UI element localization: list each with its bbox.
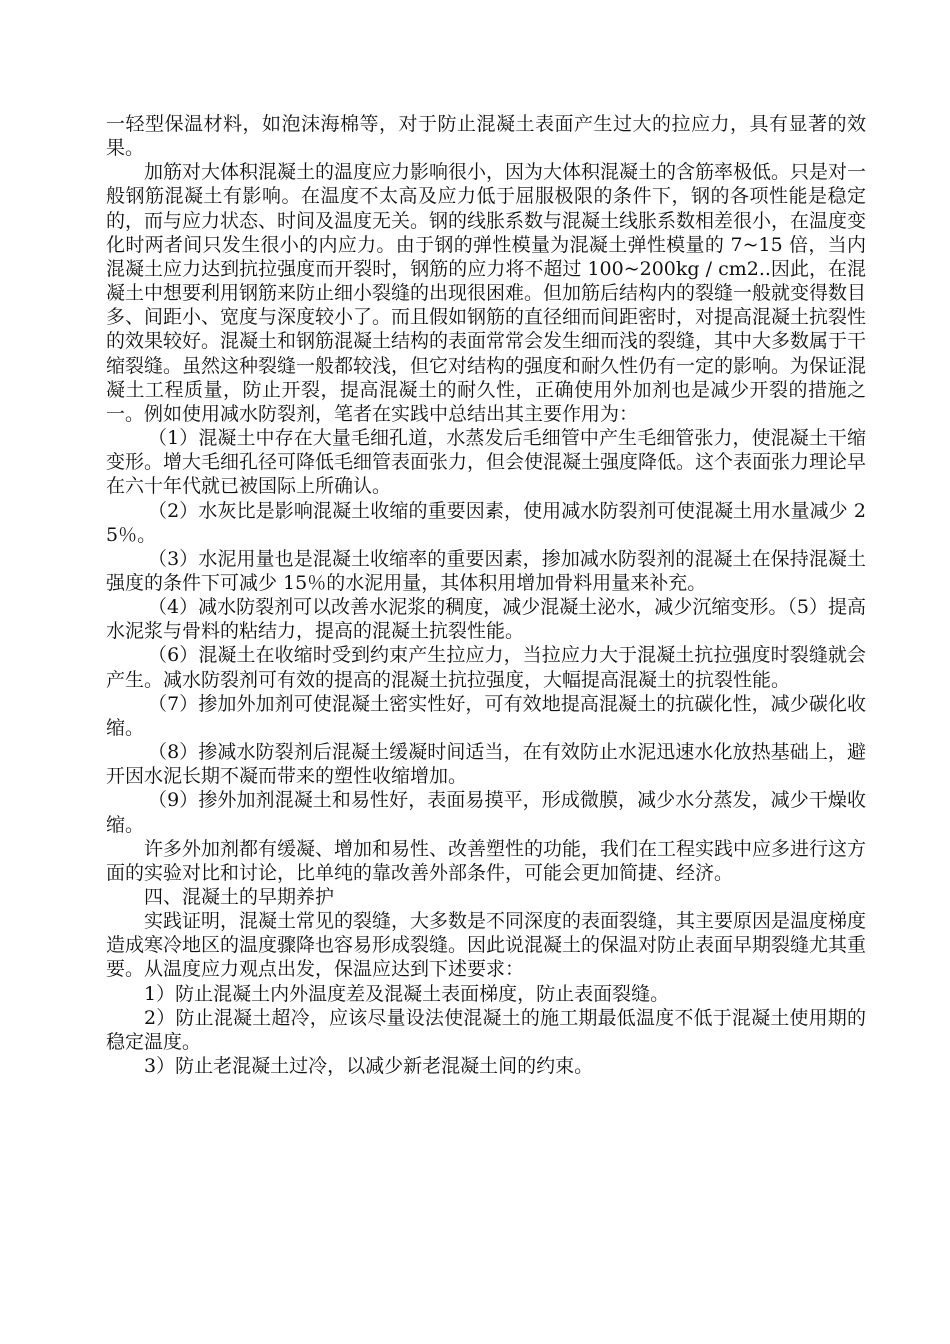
paragraph-insulation-effect: 一轻型保温材料，如泡沫海棉等，对于防止混凝土表面产生过大的拉应力，具有显著的效果。 bbox=[106, 113, 866, 160]
paragraph-reinforcement: 加筋对大体积混凝土的温度应力影响很小，因为大体积混凝土的含筋率极低。只是对一般钢筋混凝土有影响。在温度不太高及应力低于屈服极限的条件下，钢的各项性能是稳定的，而与应力状态、时间及温度无关。钢的线胀系数与混凝土线胀系数相差很小，在温度变化时两者间只发生很小的内应力。由于钢的弹性模量为混凝土弹性模量的 7~15 倍，当内混凝土应力达到抗拉强度而开裂时，钢筋的应力将不超过 100~200kg / cm2..因此，在混凝土中想要利用钢筋来防止细小裂缝的出现很困难。但加筋后结构内的裂缝一般就变得数目多、间距小、宽度与深度较小了。而且假如钢筋的直径细而间距密时，对提高混凝土抗裂性的效果较好。混凝土和钢筋混凝土结构的表面常常会发生细而浅的裂缝，其中大多数属于干缩裂缝。虽然这种裂缝一般都较浅，但它对结构的强度和耐久性仍有一定的影响。为保证混凝土工程质量，防止开裂，提高混凝土的耐久性，正确使用外加剂也是减少开裂的措施之一。例如使用减水防裂剂，笔者在实践中总结出其主要作用为： bbox=[106, 161, 867, 425]
list-item-3: （3）水泥用量也是混凝土收缩率的重要因素，掺加减水防裂剂的混凝土在保持混凝土强度的条件下可减少 15％的水泥用量，其体积用增加骨料用量来补充。 bbox=[106, 547, 866, 594]
list-item-8: （8）掺减水防裂剂后混凝土缓凝时间适当，在有效防止水泥迅速水化放热基础上，避开因水泥长期不凝而带来的塑性收缩增加。 bbox=[106, 741, 866, 788]
list-item-9: （9）掺外加剂混凝土和易性好，表面易摸平，形成微膜，减少水分蒸发，减少干燥收缩。 bbox=[106, 789, 866, 836]
requirement-item-2: 2）防止混凝土超冷，应该尽量设法使混凝土的施工期最低温度不低于混凝土使用期的稳定温度。 bbox=[106, 1006, 866, 1053]
document-page bbox=[106, 112, 866, 1078]
requirement-item-1: 1）防止混凝土内外温度差及混凝土表面梯度，防止表面裂缝。 bbox=[144, 982, 670, 1005]
list-item-4-5: （4）减水防裂剂可以改善水泥浆的稠度，减少混凝土泌水，减少沉缩变形。（5）提高水泥浆与骨料的粘结力，提高的混凝土抗裂性能。 bbox=[106, 596, 866, 643]
section-heading-early-curing: 四、混凝土的早期养护 bbox=[144, 886, 335, 908]
paragraph-practice: 实践证明，混凝土常见的裂缝，大多数是不同深度的表面裂缝，其主要原因是温度梯度造成寒冷地区的温度骤降也容易形成裂缝。因此说混凝土的保温对防止表面早期裂缝尤其重要。从温度应力观点出发，保温应达到下述要求： bbox=[106, 910, 867, 981]
list-item-1: （1）混凝土中存在大量毛细孔道，水蒸发后毛细管中产生毛细管张力，使混凝土干缩变形。增大毛细孔径可降低毛细管表面张力，但会使混凝土强度降低。这个表面张力理论早在六十年代就已被国际上所确认。 bbox=[106, 427, 867, 498]
list-item-2: （2）水灰比是影响混凝土收缩的重要因素，使用减水防裂剂可使混凝土用水量减少 25％。 bbox=[106, 499, 866, 546]
list-item-6: （6）混凝土在收缩时受到约束产生拉应力，当拉应力大于混凝土抗拉强度时裂缝就会产生。减水防裂剂可有效的提高的混凝土抗拉强度，大幅提高混凝土的抗裂性能。 bbox=[106, 644, 866, 691]
paragraph-admixtures: 许多外加剂都有缓凝、增加和易性、改善塑性的功能，我们在工程实践中应多进行这方面的实验对比和讨论，比单纯的靠改善外部条件，可能会更加简捷、经济。 bbox=[106, 837, 867, 884]
requirement-item-3: 3）防止老混凝土过冷，以减少新老混凝土间的约束。 bbox=[144, 1055, 594, 1078]
list-item-7: （7）掺加外加剂可使混凝土密实性好，可有效地提高混凝土的抗碳化性，减少碳化收缩。 bbox=[106, 692, 866, 739]
